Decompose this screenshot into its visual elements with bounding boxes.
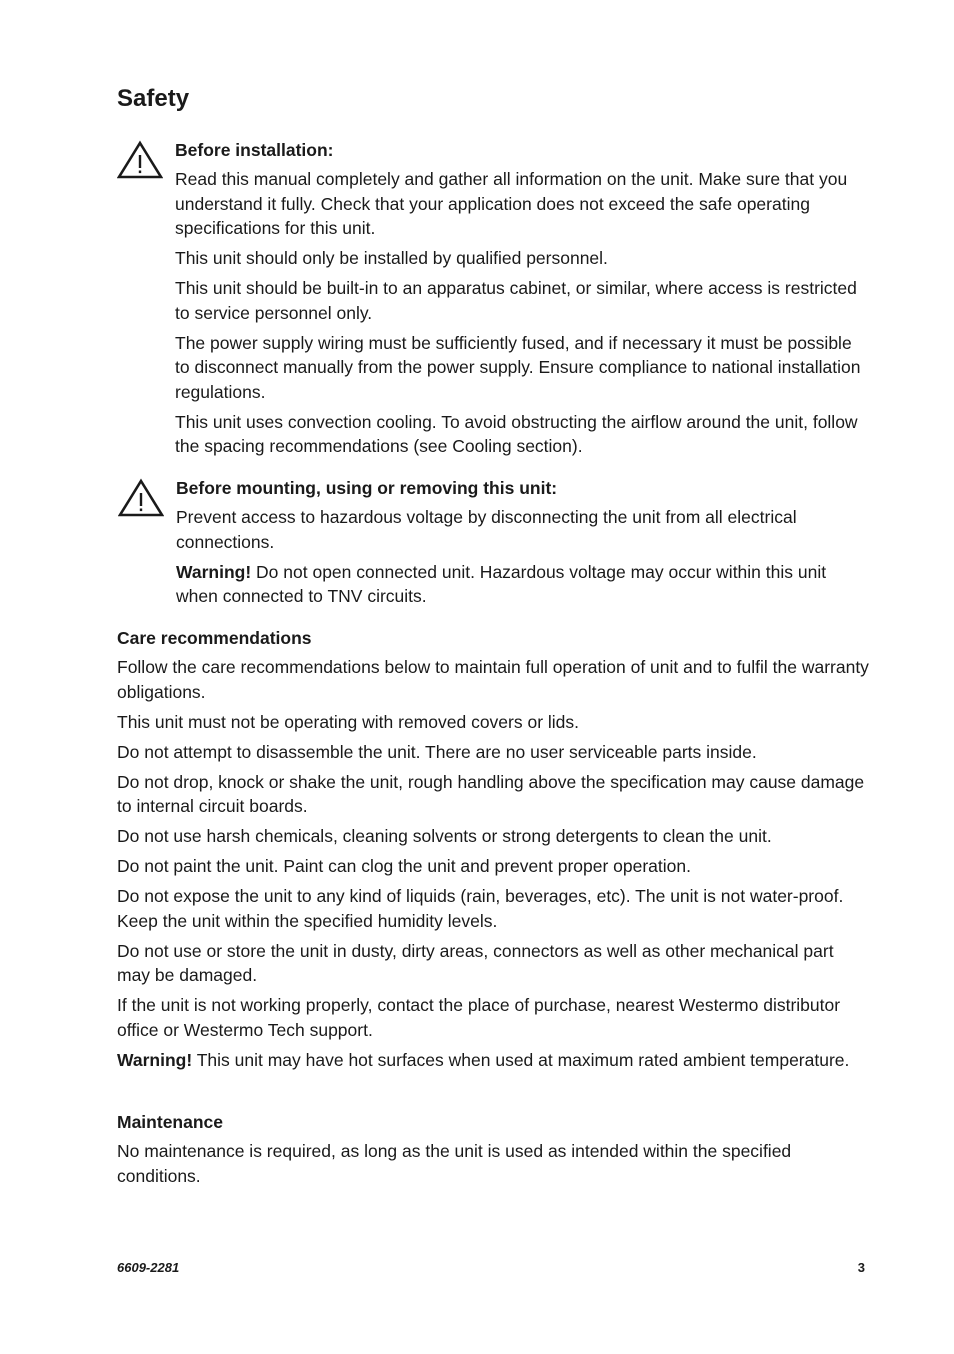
maintenance-section bbox=[117, 1110, 869, 1194]
warning-triangle-icon bbox=[118, 478, 164, 518]
before-mounting-heading: Before mounting, using or removing this unit: bbox=[176, 478, 558, 498]
warning-triangle-icon bbox=[117, 140, 163, 180]
before-installation-content bbox=[175, 138, 869, 464]
paragraph: No maintenance is required, as long as the unit is used as intended within the specified conditions. bbox=[117, 1141, 792, 1186]
care-heading: Care recommendations bbox=[117, 628, 312, 648]
paragraph: Read this manual completely and gather all information on the unit. Make sure that you understand it fully. Check that your application does not exceed the safe operating specifications for this unit. bbox=[175, 169, 848, 238]
paragraph: The power supply wiring must be sufficiently fused, and if necessary it must be possible to disconnect manually from the power supply. Ensure compliance to national installation regulations. bbox=[175, 332, 861, 402]
paragraph: This unit uses convection cooling. To avoid obstructing the airflow around the unit, follow the spacing recommendations (see Cooling section). bbox=[175, 411, 858, 456]
document-number: 6609-2281 bbox=[117, 1260, 180, 1275]
paragraph: Do not attempt to disassemble the unit. There are no user serviceable parts inside. bbox=[117, 741, 757, 762]
paragraph: Do not use or store the unit in dusty, dirty areas, connectors as well as other mechanical part may be damaged. bbox=[117, 940, 834, 985]
warning-text: This unit may have hot surfaces when used at maximum rated ambient temperature. bbox=[192, 1049, 850, 1070]
paragraph: Prevent access to hazardous voltage by disconnecting the unit from all electrical connections. bbox=[176, 507, 797, 552]
paragraph: Follow the care recommendations below to maintain full operation of unit and to fulfil the warranty obligations. bbox=[117, 657, 869, 702]
warning-paragraph bbox=[117, 1048, 869, 1073]
paragraph: If the unit is not working properly, contact the place of purchase, nearest Westermo distributor office or Westermo Tech support. bbox=[117, 995, 841, 1040]
page-title: Safety bbox=[117, 85, 190, 112]
paragraph: Do not paint the unit. Paint can clog the unit and prevent proper operation. bbox=[117, 856, 691, 876]
paragraph: Do not expose the unit to any kind of liquids (rain, beverages, etc). The unit is not water-proof. Keep the unit within the specified humidity levels. bbox=[117, 886, 844, 931]
paragraph: This unit must not be operating with removed covers or lids. bbox=[117, 711, 580, 732]
paragraph: Do not use harsh chemicals, cleaning solvents or strong detergents to clean the unit. bbox=[117, 826, 772, 846]
warning-paragraph bbox=[176, 560, 869, 609]
before-mounting-content bbox=[176, 476, 869, 614]
care-recommendations-section bbox=[117, 626, 869, 1078]
page-number: 3 bbox=[857, 1260, 865, 1275]
paragraph: Do not drop, knock or shake the unit, rough handling above the specification may cause damage to internal circuit boards. bbox=[117, 771, 865, 816]
warning-text: Do not open connected unit. Hazardous voltage may occur within this unit when connected to TNV circuits. bbox=[176, 561, 827, 606]
maintenance-heading: Maintenance bbox=[117, 1112, 223, 1132]
warning-label: Warning! bbox=[176, 561, 252, 582]
paragraph: This unit should be built-in to an apparatus cabinet, or similar, where access is restricted to service personnel only. bbox=[175, 278, 857, 323]
before-installation-heading: Before installation: bbox=[175, 140, 334, 160]
paragraph: This unit should only be installed by qualified personnel. bbox=[175, 248, 608, 268]
warning-label: Warning! bbox=[117, 1049, 193, 1070]
